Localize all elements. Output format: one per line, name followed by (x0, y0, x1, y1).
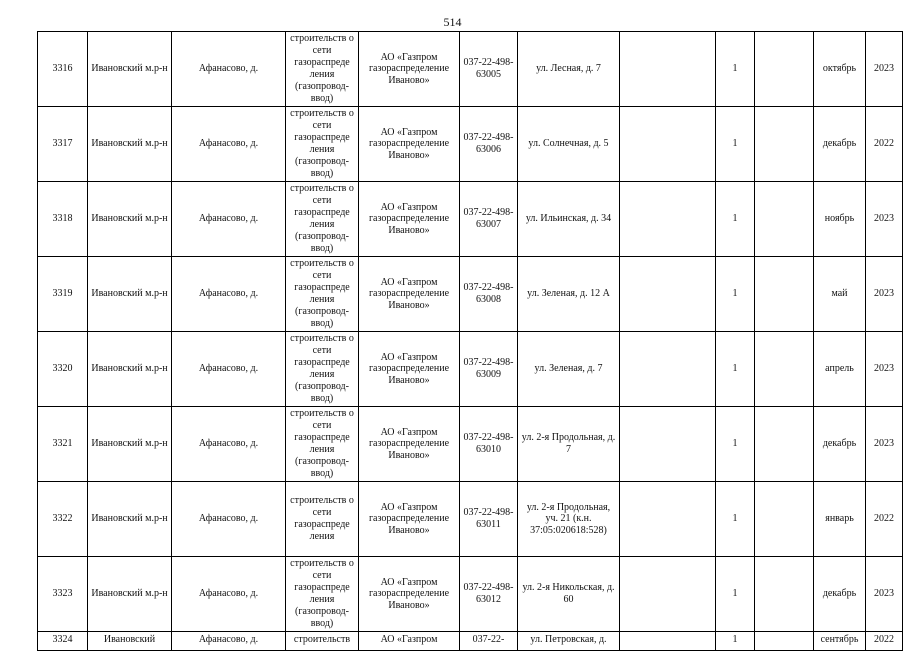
registry-code-cell: 037-22-498-63011 (460, 482, 518, 557)
organization-cell: АО «Газпром (359, 632, 460, 651)
row-number-cell: 3324 (38, 632, 88, 651)
month-cell: декабрь (814, 407, 866, 482)
count-cell: 1 (716, 482, 755, 557)
locality-cell: Афанасово, д. (172, 32, 286, 107)
district-cell: Ивановский м.р-н (88, 182, 172, 257)
address-cell: ул. Лесная, д. 7 (518, 32, 620, 107)
empty-cell (755, 182, 814, 257)
table-row (38, 332, 903, 407)
registry-code-cell: 037-22-498-63006 (460, 107, 518, 182)
empty-cell (755, 557, 814, 632)
purpose-cell: строительств о сети газораспреде ления (газопровод-ввод) (286, 182, 359, 257)
purpose-cell: строительств о сети газораспреде ления (286, 482, 359, 557)
year-cell: 2022 (866, 482, 903, 557)
table-row (38, 482, 903, 557)
table-row (38, 257, 903, 332)
district-cell: Ивановский м.р-н (88, 32, 172, 107)
table-row (38, 407, 903, 482)
count-cell: 1 (716, 632, 755, 651)
empty-cell (620, 407, 716, 482)
district-cell: Ивановский м.р-н (88, 107, 172, 182)
empty-cell (620, 632, 716, 651)
count-cell: 1 (716, 332, 755, 407)
registry-code-cell: 037-22-498-63008 (460, 257, 518, 332)
address-cell: ул. Зеленая, д. 12 А (518, 257, 620, 332)
empty-cell (620, 257, 716, 332)
registry-code-cell: 037-22- (460, 632, 518, 651)
empty-cell (755, 32, 814, 107)
organization-cell: АО «Газпром газораспределение Иваново» (359, 557, 460, 632)
empty-cell (620, 107, 716, 182)
row-number-cell: 3319 (38, 257, 88, 332)
table-row (38, 632, 903, 651)
table-row (38, 557, 903, 632)
organization-cell: АО «Газпром газораспределение Иваново» (359, 182, 460, 257)
purpose-cell: строительств о сети газораспреде ления (газопровод-ввод) (286, 257, 359, 332)
purpose-cell: строительств о сети газораспреде ления (газопровод-ввод) (286, 557, 359, 632)
district-cell: Ивановский м.р-н (88, 557, 172, 632)
count-cell: 1 (716, 182, 755, 257)
locality-cell: Афанасово, д. (172, 557, 286, 632)
year-cell: 2023 (866, 182, 903, 257)
year-cell: 2023 (866, 332, 903, 407)
purpose-cell: строительств о сети газораспреде ления (газопровод-ввод) (286, 107, 359, 182)
organization-cell: АО «Газпром газораспределение Иваново» (359, 332, 460, 407)
empty-cell (755, 632, 814, 651)
locality-cell: Афанасово, д. (172, 632, 286, 651)
address-cell: ул. 2-я Продольная, д. 7 (518, 407, 620, 482)
month-cell: октябрь (814, 32, 866, 107)
purpose-cell: строительств (286, 632, 359, 651)
empty-cell (755, 407, 814, 482)
registry-code-cell: 037-22-498-63007 (460, 182, 518, 257)
empty-cell (620, 482, 716, 557)
locality-cell: Афанасово, д. (172, 257, 286, 332)
year-cell: 2023 (866, 557, 903, 632)
row-number-cell: 3318 (38, 182, 88, 257)
registry-code-cell: 037-22-498-63010 (460, 407, 518, 482)
registry-code-cell: 037-22-498-63005 (460, 32, 518, 107)
purpose-cell: строительств о сети газораспреде ления (газопровод-ввод) (286, 32, 359, 107)
district-cell: Ивановский м.р-н (88, 332, 172, 407)
month-cell: сентябрь (814, 632, 866, 651)
locality-cell: Афанасово, д. (172, 482, 286, 557)
locality-cell: Афанасово, д. (172, 407, 286, 482)
count-cell: 1 (716, 257, 755, 332)
address-cell: ул. Ильинская, д. 34 (518, 182, 620, 257)
row-number-cell: 3322 (38, 482, 88, 557)
year-cell: 2022 (866, 632, 903, 651)
organization-cell: АО «Газпром газораспределение Иваново» (359, 257, 460, 332)
organization-cell: АО «Газпром газораспределение Иваново» (359, 32, 460, 107)
district-cell: Ивановский м.р-н (88, 257, 172, 332)
empty-cell (755, 332, 814, 407)
empty-cell (755, 482, 814, 557)
purpose-cell: строительств о сети газораспреде ления (газопровод-ввод) (286, 407, 359, 482)
row-number-cell: 3321 (38, 407, 88, 482)
organization-cell: АО «Газпром газораспределение Иваново» (359, 407, 460, 482)
year-cell: 2022 (866, 107, 903, 182)
row-number-cell: 3323 (38, 557, 88, 632)
month-cell: январь (814, 482, 866, 557)
row-number-cell: 3316 (38, 32, 88, 107)
month-cell: декабрь (814, 107, 866, 182)
count-cell: 1 (716, 107, 755, 182)
registry-table-body (38, 32, 903, 651)
purpose-cell: строительств о сети газораспреде ления (газопровод-ввод) (286, 332, 359, 407)
empty-cell (620, 557, 716, 632)
table-row (38, 182, 903, 257)
district-cell: Ивановский (88, 632, 172, 651)
locality-cell: Афанасово, д. (172, 332, 286, 407)
address-cell: ул. 2-я Продольная, уч. 21 (к.н. 37:05:020618:528) (518, 482, 620, 557)
address-cell: ул. Солнечная, д. 5 (518, 107, 620, 182)
empty-cell (620, 332, 716, 407)
count-cell: 1 (716, 557, 755, 632)
row-number-cell: 3317 (38, 107, 88, 182)
locality-cell: Афанасово, д. (172, 107, 286, 182)
count-cell: 1 (716, 32, 755, 107)
count-cell: 1 (716, 407, 755, 482)
month-cell: декабрь (814, 557, 866, 632)
year-cell: 2023 (866, 32, 903, 107)
district-cell: Ивановский м.р-н (88, 482, 172, 557)
registry-code-cell: 037-22-498-63012 (460, 557, 518, 632)
district-cell: Ивановский м.р-н (88, 407, 172, 482)
empty-cell (755, 107, 814, 182)
address-cell: ул. 2-я Никольская, д. 60 (518, 557, 620, 632)
month-cell: апрель (814, 332, 866, 407)
registry-code-cell: 037-22-498-63009 (460, 332, 518, 407)
page-number: 514 (443, 15, 462, 29)
table-row (38, 32, 903, 107)
address-cell: ул. Зеленая, д. 7 (518, 332, 620, 407)
address-cell: ул. Петровская, д. (518, 632, 620, 651)
organization-cell: АО «Газпром газораспределение Иваново» (359, 107, 460, 182)
month-cell: ноябрь (814, 182, 866, 257)
organization-cell: АО «Газпром газораспределение Иваново» (359, 482, 460, 557)
locality-cell: Афанасово, д. (172, 182, 286, 257)
row-number-cell: 3320 (38, 332, 88, 407)
registry-table (37, 31, 903, 651)
empty-cell (620, 182, 716, 257)
month-cell: май (814, 257, 866, 332)
year-cell: 2023 (866, 257, 903, 332)
year-cell: 2023 (866, 407, 903, 482)
table-row (38, 107, 903, 182)
empty-cell (620, 32, 716, 107)
empty-cell (755, 257, 814, 332)
